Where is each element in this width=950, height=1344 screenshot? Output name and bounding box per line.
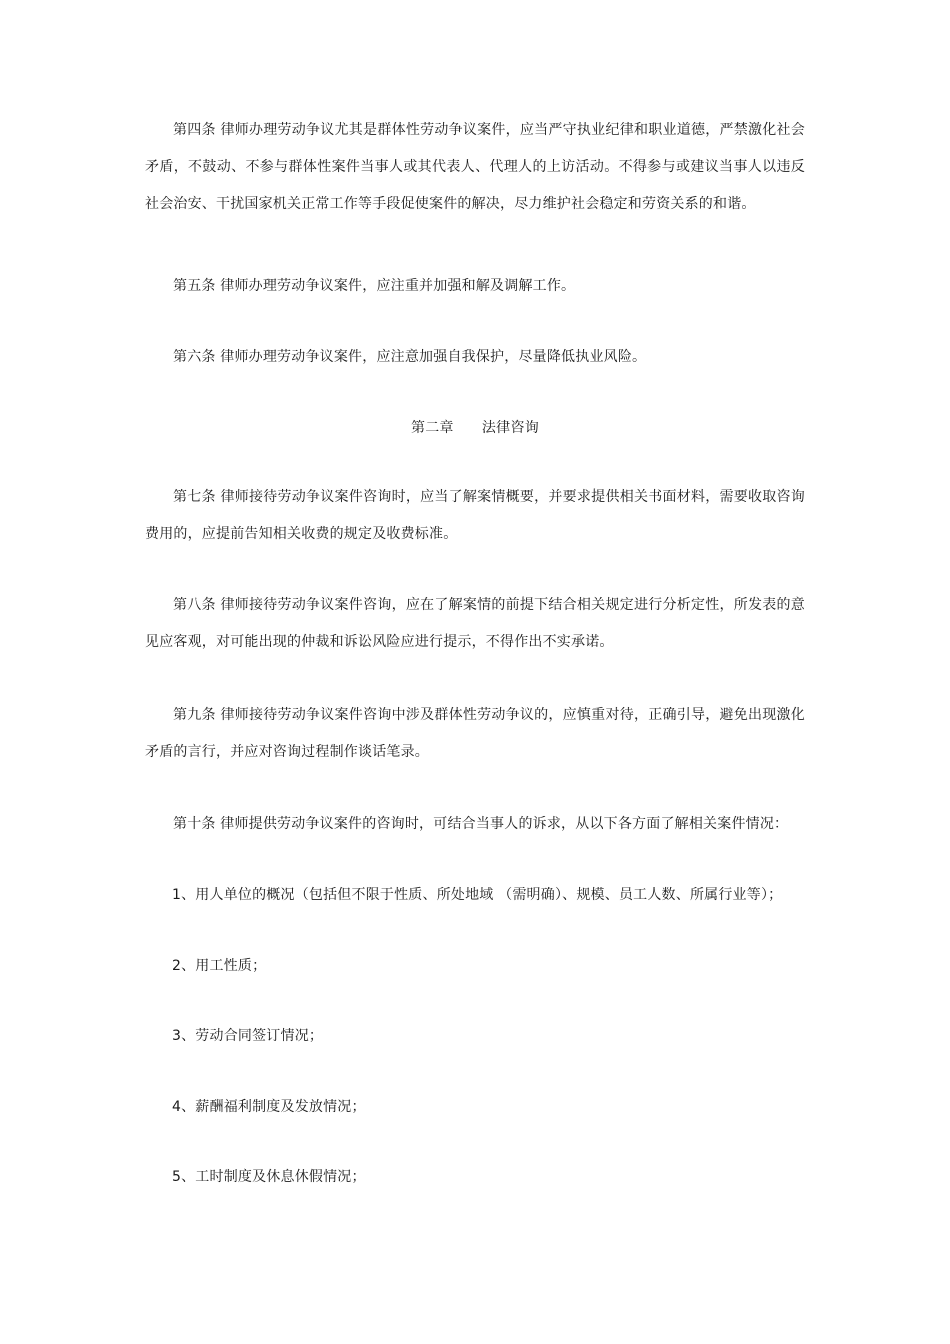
list-item: 5、工时制度及休息休假情况； bbox=[172, 1169, 366, 1185]
article-9: 第九条 律师接待劳动争议案件咨询中涉及群体性劳动争议的，应慎重对待，正确引导，避免出现激化矛盾的言行，并应对咨询过程制作谈话笔录。 bbox=[145, 707, 805, 760]
chapter-number: 第二章 bbox=[410, 420, 454, 436]
list-item: 4、薪酬福利制度及发放情况； bbox=[172, 1099, 366, 1115]
list-item: 3、劳动合同签订情况； bbox=[172, 1028, 324, 1044]
article-6: 第六条 律师办理劳动争议案件，应注意加强自我保护，尽量降低执业风险。 bbox=[173, 349, 647, 365]
list-item: 2、用工性质； bbox=[172, 958, 267, 974]
chapter-title: 法律咨询 bbox=[481, 420, 540, 436]
article-5: 第五条 律师办理劳动争议案件，应注重并加强和解及调解工作。 bbox=[173, 278, 576, 294]
article-4: 第四条 律师办理劳动争议尤其是群体性劳动争议案件，应当严守执业纪律和职业道德，严禁激化社会矛盾，不鼓动、不参与群体性案件当事人或其代表人、代理人的上访活动。不得参与或建议当事人以违反社会治安、干扰国家机关正常工作等手段促使案件的解决，尽力维护社会稳定和劳资关系的和谐。 bbox=[145, 122, 805, 212]
chapter-heading bbox=[145, 416, 805, 440]
article-7: 第七条 律师接待劳动争议案件咨询时，应当了解案情概要，并要求提供相关书面材料，需要收取咨询费用的，应提前告知相关收费的规定及收费标准。 bbox=[145, 489, 805, 542]
article-8: 第八条 律师接待劳动争议案件咨询，应在了解案情的前提下结合相关规定进行分析定性，所发表的意见应客观，对可能出现的仲裁和诉讼风险应进行提示，不得作出不实承诺。 bbox=[145, 597, 805, 650]
list-item: 1、用人单位的概况（包括但不限于性质、所处地域 （需明确）、规模、员工人数、所属行业等）； bbox=[172, 887, 783, 903]
article-10: 第十条 律师提供劳动争议案件的咨询时，可结合当事人的诉求，从以下各方面了解相关案件情况： bbox=[173, 816, 789, 832]
